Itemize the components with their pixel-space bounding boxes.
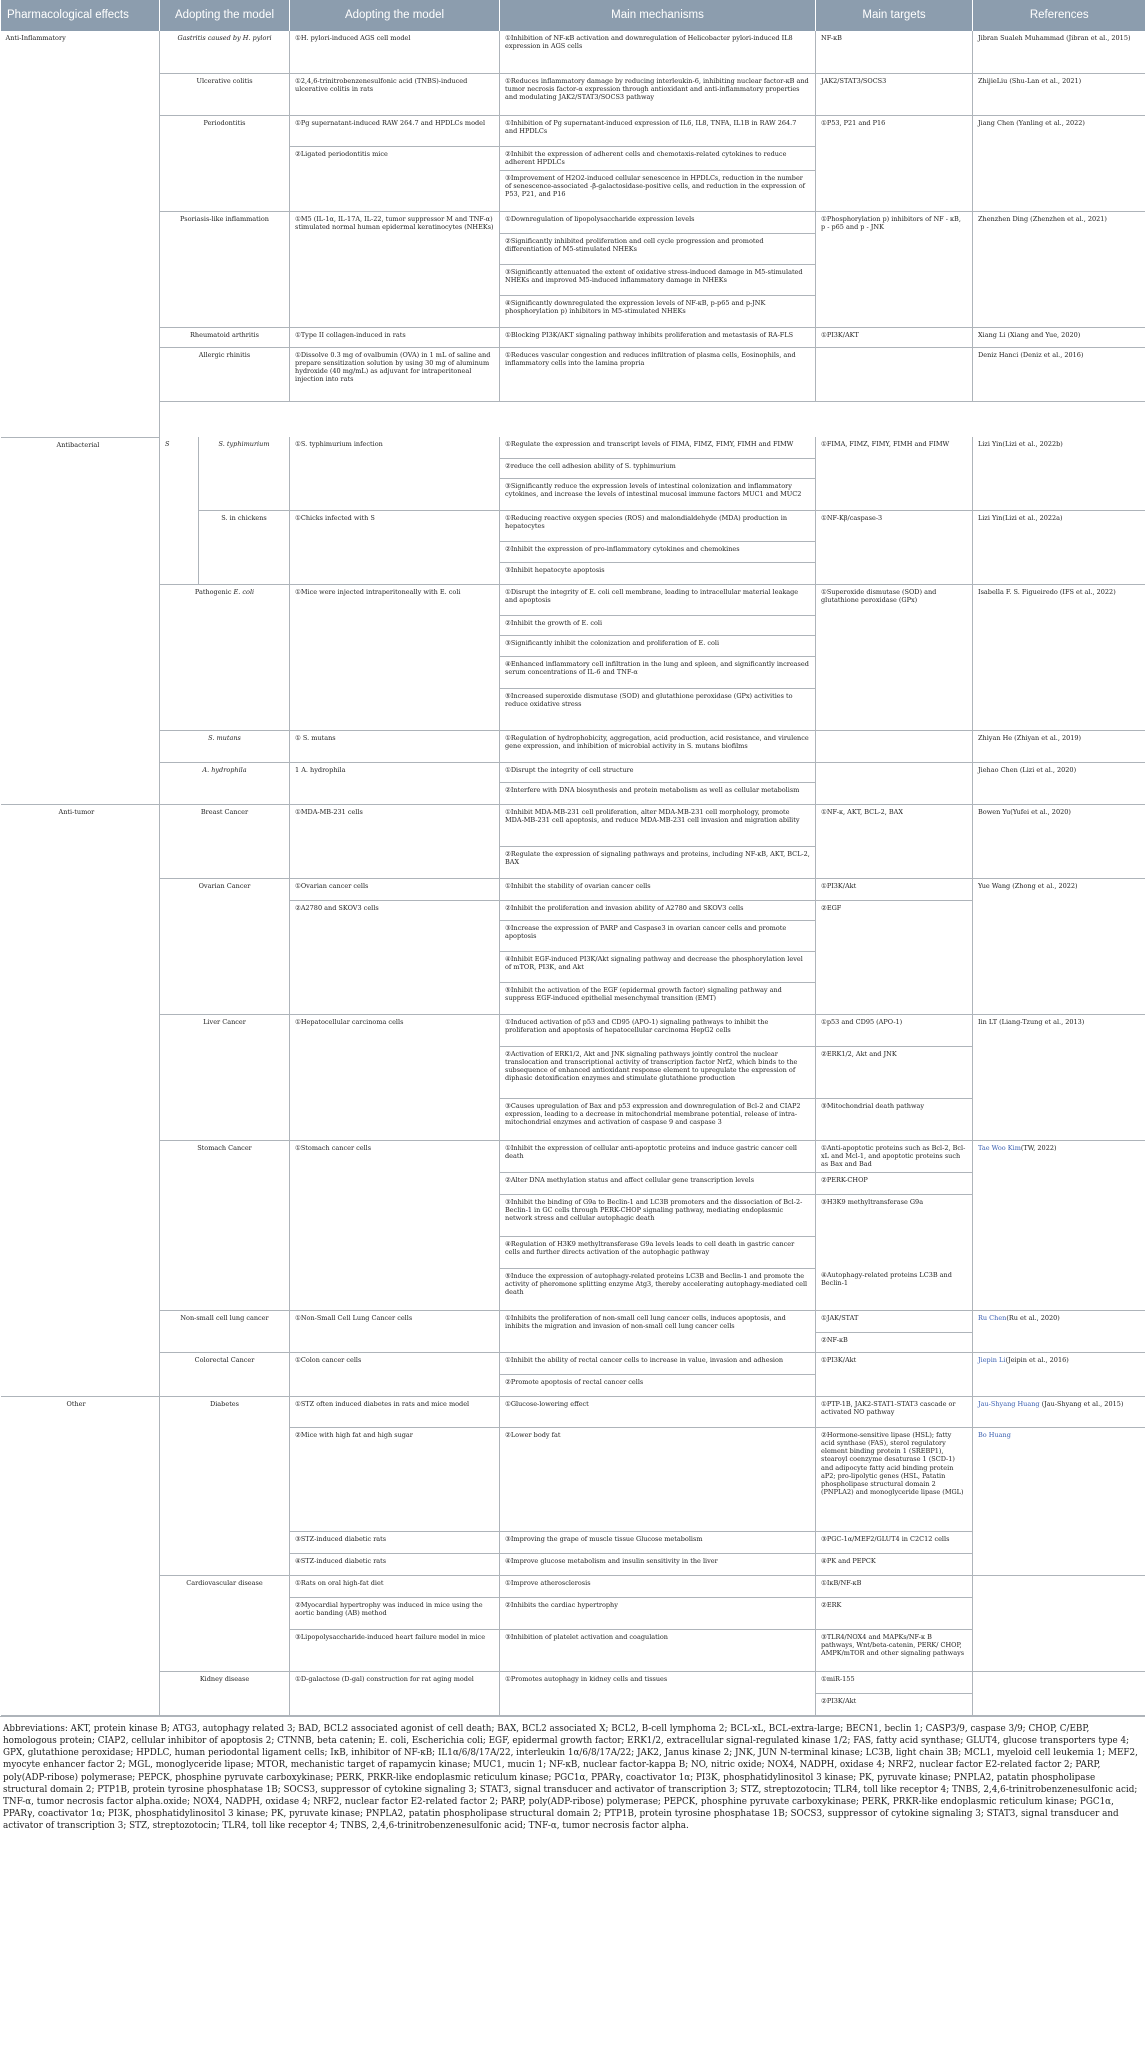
- mechanism-cell: ③Improving the grape of muscle tissue Glucose metabolism: [500, 1532, 816, 1554]
- reference-link[interactable]: Tae Woo Kim: [978, 1143, 1021, 1152]
- target-cell: ①miR-155: [816, 1672, 973, 1694]
- mechanism-cell: ③Inhibition of platelet activation and coagulation: [500, 1630, 816, 1672]
- table-row: [1, 584, 1145, 615]
- disease-a-hydrophila: A. hydrophila: [160, 762, 290, 804]
- mechanism-cell: ②Regulate the expression of signaling pathways and proteins, including NF-κB, AKT, BCL-2, BAX: [500, 846, 816, 878]
- model-cell: ②Myocardial hypertrophy was induced in mice using the aortic banding (AB) method: [290, 1598, 500, 1630]
- mechanism-cell: ②Alter DNA methylation status and affect cellular gene transcription levels: [500, 1172, 816, 1194]
- disease-pathogenic-e-coli: Pathogenic E. coli: [160, 584, 290, 730]
- mechanism-cell: ③Inhibit the binding of G9a to Beclin-1 and LC3B promoters and the dissociation of Bcl-2-Beclin-1 in GC cells through PERK-CHOP signaling pathway, mediating endoplasmic network stress and cellular autophagic death: [500, 1194, 816, 1236]
- model-cell: ①D-galactose (D-gal) construction for rat aging model: [290, 1672, 500, 1716]
- target-cell: ①NF-κ, AKT, BCL-2, BAX: [816, 804, 973, 878]
- model-cell: ④STZ-induced diabetic rats: [290, 1554, 500, 1576]
- mechanism-cell: ②Inhibit the proliferation and invasion ability of A2780 and SKOV3 cells: [500, 900, 816, 920]
- mechanism-cell: ①Inhibition of Pg supernatant-induced expression of IL6, IL8, TNFA, IL1B in RAW 264.7 and HPDLCs: [500, 115, 816, 146]
- mechanism-cell: ②Interfere with DNA biosynthesis and protein metabolism as well as cellular metabolism: [500, 782, 816, 804]
- target-cell: ②ERK1/2, Akt and JNK: [816, 1046, 973, 1098]
- model-cell: ①Mice were injected intraperitoneally with E. coli: [290, 584, 500, 730]
- mechanism-cell: ①Inhibit the ability of rectal cancer cells to increase in value, invasion and adhesion: [500, 1352, 816, 1374]
- disease-rhinitis: Allergic rhinitis: [160, 347, 290, 401]
- reference-cell: Yue Wang (Zhong et al., 2022): [973, 878, 1145, 1014]
- target-cell: ①JAK/STAT: [816, 1310, 973, 1332]
- disease-gastritis: Gastritis caused by H. pylori: [160, 31, 290, 73]
- model-cell: ①Pg supernatant-induced RAW 264.7 and HPDLCs model: [290, 115, 500, 146]
- header-model-1: Adopting the model: [160, 0, 290, 31]
- target-cell: ④PK and PEPCK: [816, 1554, 973, 1576]
- target-cell: ①PI3K/Akt: [816, 878, 973, 900]
- reference-cell: Lizi Yin(Lizi et al., 2022b): [973, 437, 1145, 510]
- table-row: [1, 1397, 1145, 1428]
- model-cell: ③STZ-induced diabetic rats: [290, 1532, 500, 1554]
- target-cell: ①P53, P21 and P16: [816, 115, 973, 211]
- mechanism-cell: ②Significantly inhibited proliferation and cell cycle progression and promoted differentiation of M5-stimulated NHEKs: [500, 233, 816, 264]
- mechanism-cell: ②Inhibit the expression of adherent cells and chemotaxis-related cytokines to reduce adherent HPDLCs: [500, 146, 816, 170]
- target-cell: [816, 730, 973, 762]
- reference-link[interactable]: Ru Chen: [978, 1313, 1007, 1322]
- model-cell: ①Rats on oral high-fat diet: [290, 1576, 500, 1598]
- header-model-2: Adopting the model: [290, 0, 500, 31]
- mechanism-cell: ①Inhibit the stability of ovarian cancer cells: [500, 878, 816, 900]
- mechanism-cell: ①Inhibit MDA-MB-231 cell proliferation, alter MDA-MB-231 cell morphology, promote MDA-MB-231 cell apoptosis, and reduce MDA-MB-231 cell invasion and migration ability: [500, 804, 816, 846]
- model-cell: ①Dissolve 0.3 mg of ovalbumin (OVA) in 1 mL of saline and prepare sensitization solution by using 30 mg of aluminum hydroxide (40 mg/mL) as adjuvant for intraperitoneal injection into rats: [290, 347, 500, 401]
- target-cell: ①NF-Kβ/caspase-3: [816, 510, 973, 584]
- mechanism-cell: ①Regulate the expression and transcript levels of FIMA, FIMZ, FIMY, FIMH and FIMW: [500, 437, 816, 458]
- mechanism-cell: ①Improve atherosclerosis: [500, 1576, 816, 1598]
- target-cell: ④Autophagy-related proteins LC3B and Beclin-1: [816, 1268, 973, 1310]
- mechanism-cell: ③Significantly reduce the expression levels of intestinal colonization and inflammatory cytokines, and increase the levels of intestinal mucosal immune factors MUC1 and MUC2: [500, 478, 816, 510]
- reference-cell: Zhiyan He (Zhiyan et al., 2019): [973, 730, 1145, 762]
- mechanism-cell: ①Glucose-lowering effect: [500, 1397, 816, 1428]
- reference-cell: Jiehao Chen (Lizi et al., 2020): [973, 762, 1145, 804]
- mechanism-cell: ①Blocking PI3K/AKT signaling pathway inhibits proliferation and metastasis of RA-FLS: [500, 327, 816, 347]
- mechanism-cell: ②Inhibits the cardiac hypertrophy: [500, 1598, 816, 1630]
- reference-link[interactable]: Jiepin Li: [978, 1355, 1006, 1364]
- model-cell: 1 A. hydrophila: [290, 762, 500, 804]
- mechanism-cell: ①Disrupt the integrity of cell structure: [500, 762, 816, 782]
- target-cell: ①PI3K/AKT: [816, 327, 973, 347]
- reference-cell: [973, 1428, 1145, 1576]
- mechanism-cell: ⑤Inhibit the activation of the EGF (epidermal growth factor) signaling pathway and suppress EGF-induced epithelial mesenchymal transition (EMT): [500, 982, 816, 1014]
- model-cell: ①Type II collagen-induced in rats: [290, 327, 500, 347]
- mechanism-cell: ①Induced activation of p53 and CD95 (APO-1) signaling pathways to inhibit the proliferation and apoptosis of hepatocellular carcinoma HepG2 cells: [500, 1014, 816, 1046]
- mechanism-cell: ④Regulation of H3K9 methyltransferase G9a levels leads to cell death in gastric cancer cells and further directs activation of the autophagic pathway: [500, 1236, 816, 1268]
- target-cell: ②NF-κB: [816, 1332, 973, 1352]
- model-cell: ①Chicks infected with S: [290, 510, 500, 584]
- disease-diabetes: Diabetes: [160, 1397, 290, 1576]
- disease-rheumatoid: Rheumatoid arthritis: [160, 327, 290, 347]
- disease-colitis: Ulcerative colitis: [160, 73, 290, 115]
- mechanism-cell: ④Inhibit EGF-induced PI3K/Akt signaling pathway and decrease the phosphorylation level of mTOR, PI3K, and Akt: [500, 951, 816, 982]
- disease-liver-cancer: Liver Cancer: [160, 1014, 290, 1140]
- disease-s-typhimurium: S. typhimurium: [199, 437, 290, 510]
- disease-s-mutans: S. mutans: [160, 730, 290, 762]
- target-cell: ①IκB/NF-κB: [816, 1576, 973, 1598]
- effect-antibacterial: Antibacterial: [1, 437, 160, 804]
- mechanism-cell: ①Inhibits the proliferation of non-small cell lung cancer cells, induces apoptosis, and inhibits the migration and invasion of non-small cell lung cancer cells: [500, 1310, 816, 1352]
- mechanism-cell: ①Promotes autophagy in kidney cells and tissues: [500, 1672, 816, 1716]
- model-cell: ①Stomach cancer cells: [290, 1140, 500, 1310]
- table-row: [1, 211, 1145, 233]
- mechanism-cell: ②Activation of ERK1/2, Akt and JNK signaling pathways jointly control the nuclear translocation and transcriptional activity of transcription factor Nrf2, which binds to the subsequence of enhanced antioxidant response element to upregulate the expression of diphasic detoxification enzymes and stimulate glutathione production: [500, 1046, 816, 1098]
- model-cell: ①2,4,6-trinitrobenzenesulfonic acid (TNBS)-induced ulcerative colitis in rats: [290, 73, 500, 115]
- mechanism-cell: ①Reduces vascular congestion and reduces infiltration of plasma cells, Eosinophils, and inflammatory cells into the lamina propria: [500, 347, 816, 401]
- table-row: [1, 437, 1145, 458]
- table-row: [1, 1352, 1145, 1374]
- target-cell: ②Hormone-sensitive lipase (HSL); fatty acid synthase (FAS), sterol regulatory element binding protein 1 (SREBP1), stearoyl coenzyme desaturase 1 (SCD-1) and adipocyte fatty acid binding protein aP2; pro-lipolytic genes (HSL, Patatin phospholipase structural domain 2 (PNPLA2) and monoglyceride lipase (MGL): [816, 1428, 973, 1532]
- mechanism-cell: ③Inhibit hepatocyte apoptosis: [500, 562, 816, 584]
- disease-cardiovascular: Cardiovascular disease: [160, 1576, 290, 1672]
- table-row: [1, 73, 1145, 115]
- reference-cell: Tae Woo Kim(TW, 2022): [973, 1140, 1145, 1310]
- table-row: [1, 1672, 1145, 1694]
- mechanism-cell: ①Downregulation of lipopolysaccharide expression levels: [500, 211, 816, 233]
- effect-anti-tumor: Anti-tumor: [1, 804, 160, 1397]
- mechanism-cell: ③Significantly inhibit the colonization and proliferation of E. coli: [500, 635, 816, 656]
- mechanism-cell: ①Inhibition of NF-κB activation and downregulation of Helicobacter pylori-induced IL8 expression in AGS cells: [500, 31, 816, 73]
- reference-cell: Jibran Sualeh Muhammad (Jibran et al., 2015): [973, 31, 1145, 73]
- target-cell: ②PI3K/Akt: [816, 1694, 973, 1716]
- target-cell: ②PERK-CHOP: [816, 1172, 973, 1194]
- model-cell: ②Ligated periodontitis mice: [290, 146, 500, 211]
- reference-link[interactable]: Bo Huang: [978, 1431, 1011, 1439]
- effect-anti-inflammatory: Anti-Inflammatory: [1, 31, 160, 437]
- table-row: [1, 1140, 1145, 1172]
- effect-other: Other: [1, 1397, 160, 1716]
- model-cell: ①Colon cancer cells: [290, 1352, 500, 1396]
- header-row: [1, 0, 1145, 31]
- model-cell: ①STZ often induced diabetes in rats and mice model: [290, 1397, 500, 1428]
- model-cell: ①S. typhimurium infection: [290, 437, 500, 510]
- reference-cell: Lizi Yin(Lizi et al., 2022a): [973, 510, 1145, 584]
- disease-stomach-cancer: Stomach Cancer: [160, 1140, 290, 1310]
- reference-cell: [973, 1672, 1145, 1716]
- mechanism-cell: ①Regulation of hydrophobicity, aggregation, acid production, acid resistance, and virulence gene expression, and inhibition of microbial activity in S. mutans biofilms: [500, 730, 816, 762]
- disease-ovarian-cancer: Ovarian Cancer: [160, 878, 290, 1014]
- reference-cell: ZhijieLiu (Shu-Lan et al., 2021): [973, 73, 1145, 115]
- table-row: [1, 347, 1145, 401]
- table-row: [1, 878, 1145, 900]
- table-row: [1, 1014, 1145, 1046]
- mechanism-cell: ②Promote apoptosis of rectal cancer cells: [500, 1374, 816, 1396]
- abbreviations-footnote: Abbreviations: AKT, protein kinase B; ATG3, autophagy related 3; BAD, BCL2 associated agonist of cell death; BAX, BCL2 associated X; BCL2, B-cell lymphoma 2; BCL-xL, BCL-extra-large; BECN1, beclin 1; CASP3/9, caspase 3/9; CHOP, C/EBP, homologous protein; CIAP2, cellular inhibitor of apoptosis 2; CTNNB, beta catenin; E. coli, Escherichia coli; EGF, epidermal growth factor; ERK1/2, extracellular signal-regulated kinase 1/2; FAS, fatty acid synthase; GLUT4, glucose transporters type 4; GPX, glutathione peroxidase; HPDLC, human periodontal ligament cells; IκB, inhibitor of NF-κB; IL1α/6/8/17A/22, interleukin 1α/6/8/17A/22; JAK2, Janus kinase 2; JNK, JUN N-terminal kinase; LC3B, light chain 3B; MCL1, myeloid cell leukemia 1; MEF2, myocyte enhancer factor 2; MGL, monoglyceride lipase; MTOR, mechanistic target of rapamycin kinase; MUC1, mucin 1; NF-κB, nuclear factor-kappa B; NO, nitric oxide; NOX4, NADPH, oxidase 4; NRF2, nuclear factor E2-related factor 2; PARP, poly(ADP-ribose) polymerase; PEPCK, phosphine pyruvate carboxykinase; PERK, PRKR-like endoplasmic reticulum kinase; PGC1α, PPARγ, coactivator 1α; PI3K, phosphatidylinositol 3 kinase; PK, pyruvate kinase; PNPLA2, patatin phospholipase structural domain 2; PTP1B, protein tyrosine phosphatase 1B; SOCS3, suppressor of cytokine signaling 3; STAT3, signal transducer and activator of transcription 3; STZ, streptozotocin; TLR4, toll like receptor 4; TNBS, 2,4,6-trinitrobenzenesulfonic acid; TNF-α, tumor necrosis factor alpha.oxide; NOX4, NADPH, oxidase 4; NRF2, nuclear factor E2-related factor 2; PARP, poly(ADP-ribose) polymerase; PEPCK, phosphine pyruvate carboxykinase; PERK, PRKR-like endoplasmic reticulum kinase; PGC1α, PPARγ, coactivator 1α; PI3K, phosphatidylinositol 3 kinase; PK, pyruvate kinase; PNPLA2, patatin phospholipase structural domain 2; PTP1B, protein tyrosine phosphatase 1B; SOCS3, suppressor of cytokine signaling 3; STAT3, signal transducer and activator of transcription 3; STZ, streptozotocin; TLR4, toll like receptor 4; TNBS, 2,4,6-trinitrobenzenesulfonic acid; TNF-α, tumor necrosis factor alpha.: [0, 1716, 1145, 1832]
- reference-cell: Jau-Shyang Huang (Jau-Shyang et al., 2015): [973, 1397, 1145, 1428]
- disease-colorectal-cancer: Colorectal Cancer: [160, 1352, 290, 1396]
- mechanism-cell: ④Significantly downregulated the expression levels of NF-κB, p-p65 and p-JNK phosphorylation p) inhibitors in M5-stimulated NHEKs: [500, 295, 816, 327]
- reference-cell: Xiang Li (Xiang and Yue, 2020): [973, 327, 1145, 347]
- target-cell: ①PTP-1B, JAK2-STAT1-STAT3 cascade or activated NO pathway: [816, 1397, 973, 1428]
- target-cell: ②EGF: [816, 900, 973, 1014]
- target-cell: ①p53 and CD95 (APO-1): [816, 1014, 973, 1046]
- mechanism-cell: ③Increase the expression of PARP and Caspase3 in ovarian cancer cells and promote apoptosis: [500, 920, 816, 951]
- mechanism-cell: ③Improvement of H2O2-induced cellular senescence in HPDLCs, reduction in the number of senescence-associated -β-galactosidase-positive cells, and reduction in the expression of P53, P21, and P16: [500, 170, 816, 211]
- mechanism-cell: ③Significantly attenuated the extent of oxidative stress-induced damage in M5-stimulated NHEKs and improved M5-induced inflammatory damage in NHEKs: [500, 264, 816, 295]
- reference-cell: Bowen Yu(Yufei et al., 2020): [973, 804, 1145, 878]
- target-cell: [816, 347, 973, 401]
- model-cell: ①MDA-MB-231 cells: [290, 804, 500, 878]
- target-cell: NF-κB: [816, 31, 973, 73]
- mechanism-cell: ①Inhibit the expression of cellular anti-apoptotic proteins and induce gastric cancer cell death: [500, 1140, 816, 1172]
- model-cell: ① S. mutans: [290, 730, 500, 762]
- mechanism-cell: ②reduce the cell adhesion ability of S. typhimurium: [500, 458, 816, 478]
- model-cell: ①Non-Small Cell Lung Cancer cells: [290, 1310, 500, 1352]
- mechanism-cell: ②Inhibit the expression of pro-inflammatory cytokines and chemokines: [500, 541, 816, 562]
- table-row: [1, 1310, 1145, 1332]
- disease-s-chickens: S. in chickens: [199, 510, 290, 584]
- target-cell: ①FIMA, FIMZ, FIMY, FIMH and FIMW: [816, 437, 973, 510]
- table-row: [1, 327, 1145, 347]
- mechanism-cell: ①Reducing reactive oxygen species (ROS) and malondialdehyde (MDA) production in hepatocytes: [500, 510, 816, 541]
- model-cell: ①H. pylori-induced AGS cell model: [290, 31, 500, 73]
- table-row: [1, 31, 1145, 73]
- mechanism-cell: ④Improve glucose metabolism and insulin sensitivity in the liver: [500, 1554, 816, 1576]
- table-row: [1, 1576, 1145, 1598]
- disease-psoriasis: Psoriasis-like inflammation: [160, 211, 290, 327]
- mechanism-cell: ①Reduces inflammatory damage by reducing interleukin-6, inhibiting nuclear factor-κB and tumor necrosis factor-α expression through antioxidant and anti-inflammatory properties and modulating JAK2/STAT3/SOCS3 pathway: [500, 73, 816, 115]
- reference-cell: Isabella F. S. Figueiredo (IFS et al., 2022): [973, 584, 1145, 730]
- disease-nsclc: Non-small cell lung cancer: [160, 1310, 290, 1352]
- table-row: [1, 762, 1145, 782]
- reference-cell: Jiang Chen (Yanling et al., 2022): [973, 115, 1145, 211]
- header-targets: Main targets: [816, 0, 973, 31]
- table-row: [1, 730, 1145, 762]
- mechanism-cell: ⑤Increased superoxide dismutase (SOD) and glutathione peroxidase (GPx) activities to reduce oxidative stress: [500, 688, 816, 730]
- model-cell: ①M5 (IL-1α, IL-17A, IL-22, tumor suppressor M and TNF-α) stimulated normal human epidermal keratinocytes (NHEKs): [290, 211, 500, 327]
- header-mechanisms: Main mechanisms: [500, 0, 816, 31]
- model-cell: ②Mice with high fat and high sugar: [290, 1428, 500, 1532]
- reference-cell: Iin LT (Liang-Tzung et al., 2013): [973, 1014, 1145, 1140]
- header-effects: Pharmacological effects: [1, 0, 160, 31]
- mechanism-cell: ②Inhibit the growth of E. coli: [500, 615, 816, 635]
- reference-cell: Ru Chen(Ru et al., 2020): [973, 1310, 1145, 1352]
- target-cell: ②ERK: [816, 1598, 973, 1630]
- target-cell: ③H3K9 methyltransferase G9a: [816, 1194, 973, 1268]
- reference-cell: Deniz Hanci (Deniz et al., 2016): [973, 347, 1145, 401]
- reference-cell: [973, 1576, 1145, 1672]
- mechanism-cell: ④Enhanced inflammatory cell infiltration in the lung and spleen, and significantly increased serum concentrations of IL-6 and TNF-α: [500, 656, 816, 688]
- mechanism-cell: ②Lower body fat: [500, 1428, 816, 1532]
- target-cell: ①Anti-apoptotic proteins such as Bcl-2, Bcl-xL and Mcl-1, and apoptotic proteins such as Bax and Bad: [816, 1140, 973, 1172]
- model-cell: ①Hepatocellular carcinoma cells: [290, 1014, 500, 1140]
- target-cell: ①Phosphorylation p) inhibitors of NF - κB, p - p65 and p - JNK: [816, 211, 973, 327]
- target-cell: ③PGC-1α/MEF2/GLUT4 in C2C12 cells: [816, 1532, 973, 1554]
- disease-kidney: Kidney disease: [160, 1672, 290, 1716]
- s-label: S: [160, 437, 199, 584]
- mechanism-cell: ③Causes upregulation of Bax and p53 expression and downregulation of Bcl-2 and CIAP2 expression, leading to a decrease in mitochondrial membrane potential, release of intra-mitochondrial enzymes and activation of caspase 9 and caspase 3: [500, 1098, 816, 1140]
- target-cell: ①Superoxide dismutase (SOD) and glutathione peroxidase (GPx): [816, 584, 973, 730]
- disease-breast-cancer: Breast Cancer: [160, 804, 290, 878]
- model-cell: ③Lipopolysaccharide-induced heart failure model in mice: [290, 1630, 500, 1672]
- target-cell: JAK2/STAT3/SOCS3: [816, 73, 973, 115]
- mechanism-cell: ⑤Induce the expression of autophagy-related proteins LC3B and Beclin-1 and promote the activity of pheromone splitting enzyme Atg3, thereby accelerating autophagy-mediated cell death: [500, 1268, 816, 1310]
- table-row: [1, 804, 1145, 846]
- model-cell: ②A2780 and SKOV3 cells: [290, 900, 500, 1014]
- model-cell: ①Ovarian cancer cells: [290, 878, 500, 900]
- disease-periodontitis: Periodontitis: [160, 115, 290, 211]
- reference-cell: Zhenzhen Ding (Zhenzhen et al., 2021): [973, 211, 1145, 327]
- header-references: References: [973, 0, 1145, 31]
- target-cell: [816, 762, 973, 804]
- mechanism-cell: ①Disrupt the integrity of E. coli cell membrane, leading to intracellular material leakage and apoptosis: [500, 584, 816, 615]
- reference-cell: Jiepin Li(Jeipin et al., 2016): [973, 1352, 1145, 1396]
- target-cell: ③Mitochondrial death pathway: [816, 1098, 973, 1140]
- target-cell: ③TLR4/NOX4 and MAPKs/NF-κ B pathways, Wnt/beta-catenin, PERK/ CHOP, AMPK/mTOR and other signaling pathways: [816, 1630, 973, 1672]
- table-row: [1, 115, 1145, 146]
- reference-link[interactable]: Jau-Shyang Huang: [978, 1399, 1040, 1408]
- target-cell: ①PI3K/Akt: [816, 1352, 973, 1396]
